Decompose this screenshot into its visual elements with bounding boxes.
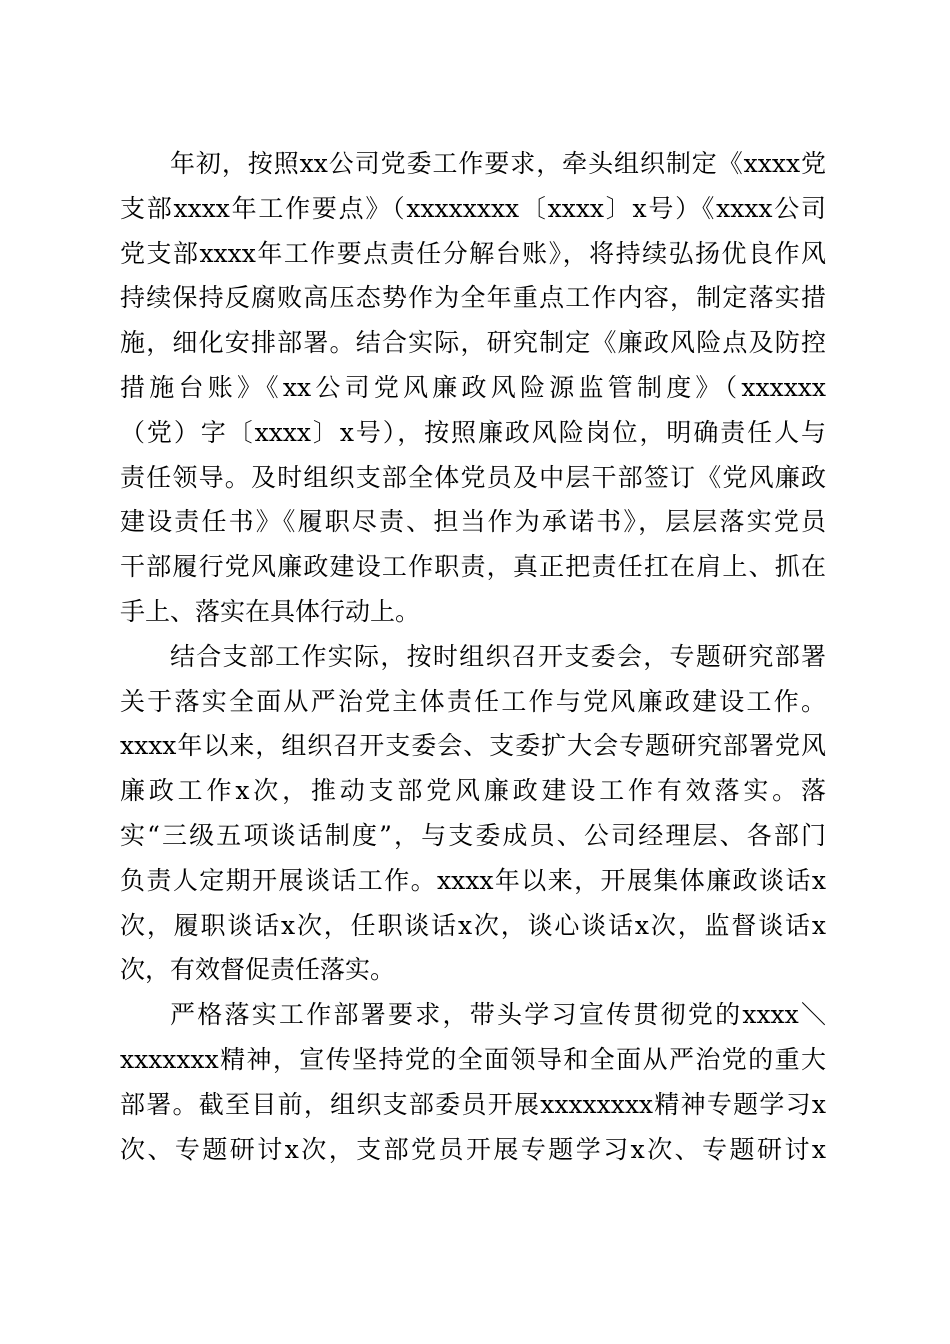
text-line: 党支部xxxx年工作要点责任分解台账》，将持续弘扬优良作风: [120, 238, 826, 268]
text-line: 严格落实工作部署要求，带头学习宣传贯彻党的xxxx＼: [170, 1000, 826, 1030]
paragraph-1: [120, 142, 826, 635]
text-line: 支部xxxx年工作要点》（xxxxxxxx〔xxxx〕x号）《xxxx公司: [120, 193, 826, 223]
text-line: 施，细化安排部署。结合实际，研究制定《廉政风险点及防控: [120, 328, 826, 358]
text-line: 干部履行党风廉政建设工作职责，真正把责任扛在肩上、抓在: [120, 552, 826, 582]
text-line: 措施台账》《xx公司党风廉政风险源监管制度》（xxxxxx: [120, 372, 826, 402]
text-line: 关于落实全面从严治党主体责任工作与党风廉政建设工作。: [120, 686, 826, 716]
text-line: 部署。截至目前，组织支部委员开展xxxxxxxx精神专题学习x: [120, 1089, 826, 1119]
text-line: 负责人定期开展谈话工作。xxxx年以来，开展集体廉政谈话x: [120, 865, 826, 895]
text-line: 建设责任书》《履职尽责、担当作为承诺书》，层层落实党员: [120, 507, 826, 537]
text-line: 持续保持反腐败高压态势作为全年重点工作内容，制定落实措: [120, 283, 826, 313]
text-line: xxxx年以来，组织召开支委会、支委扩大会专题研究部署党风: [120, 731, 826, 761]
text-line: 次、专题研讨x次，支部党员开展专题学习x次、专题研讨x: [120, 1134, 826, 1164]
text-line: 手上、落实在具体行动上。: [120, 596, 421, 626]
paragraph-3: [120, 993, 826, 1172]
text-line: xxxxxxx精神，宣传坚持党的全面领导和全面从严治党的重大: [120, 1044, 826, 1074]
text-line: 实“三级五项谈话制度”，与支委成员、公司经理层、各部门: [120, 820, 826, 850]
text-line: 次，履职谈话x次，任职谈话x次，谈心谈话x次，监督谈话x: [120, 910, 826, 940]
text-line: 次，有效督促责任落实。: [120, 955, 396, 985]
text-line: 结合支部工作实际，按时组织召开支委会，专题研究部署: [170, 641, 826, 671]
document-page: [120, 142, 826, 1172]
text-line: 责任领导。及时组织支部全体党员及中层干部签订《党风廉政: [120, 462, 826, 492]
paragraph-2: [120, 635, 826, 993]
text-line: （党）字〔xxxx〕x号），按照廉政风险岗位，明确责任人与: [120, 417, 826, 447]
text-line: 年初，按照xx公司党委工作要求，牵头组织制定《xxxx党: [170, 149, 826, 178]
text-line: 廉政工作x次，推动支部党风廉政建设工作有效落实。落: [120, 776, 826, 806]
